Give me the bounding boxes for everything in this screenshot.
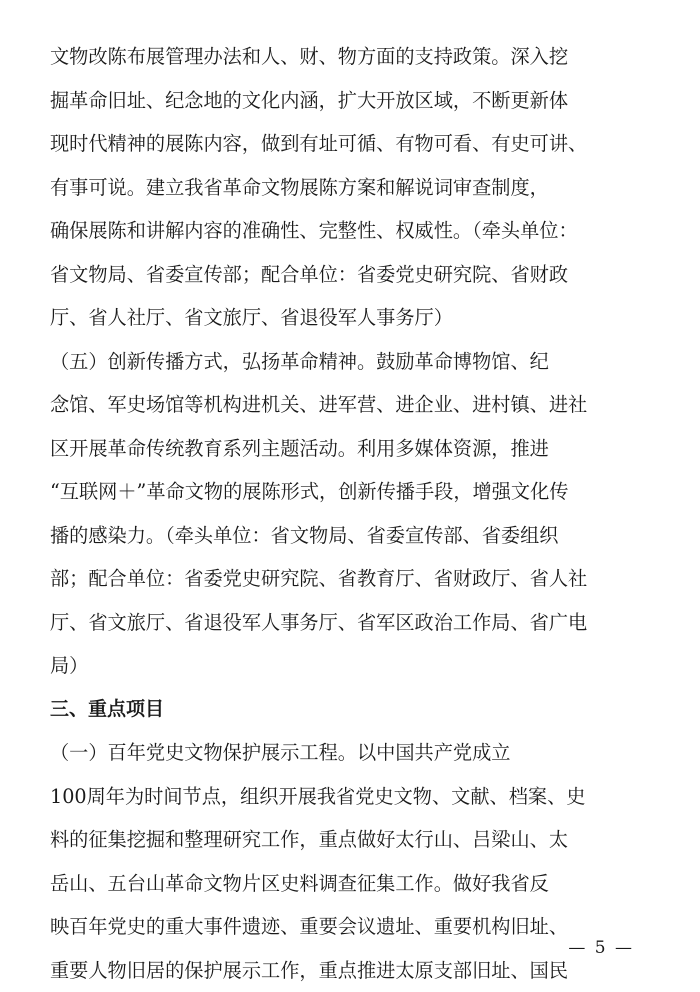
text-line: 局） — [50, 644, 656, 688]
text-line: 厅、省文旅厅、省退役军人事务厅、省军区政治工作局、省广电 — [50, 601, 656, 645]
text-line: 有事可说。建立我省革命文物展陈方案和解说词审查制度， — [50, 166, 656, 210]
text-line: “互联网＋”革命文物的展陈形式，创新传播手段，增强文化传 — [50, 470, 656, 514]
paragraph-2 — [50, 340, 656, 688]
text-line: 念馆、军史场馆等机构进机关、进军营、进企业、进村镇、进社 — [50, 383, 656, 427]
text-line: 省文物局、省委宣传部；配合单位：省委党史研究院、省财政 — [50, 253, 656, 297]
text-line: 播的感染力。（牵头单位：省文物局、省委宣传部、省委组织 — [50, 514, 656, 558]
page-number: — 5 — — [568, 938, 634, 958]
text-line: 重要人物旧居的保护展示工作，重点推进太原支部旧址、国民 — [50, 949, 656, 992]
section-heading: 三、重点项目 — [50, 688, 656, 732]
text-line: 厅、省人社厅、省文旅厅、省退役军人事务厅） — [50, 296, 656, 340]
text-line: 映百年党史的重大事件遗迹、重要会议遗址、重要机构旧址、 — [50, 905, 656, 949]
text-line: 100周年为时间节点，组织开展我省党史文物、文献、档案、史 — [50, 775, 656, 819]
paragraph-1 — [50, 35, 656, 340]
text-line: 文物改陈布展管理办法和人、财、物方面的支持政策。深入挖 — [50, 35, 656, 79]
body-text — [50, 35, 656, 992]
text-line: 掘革命旧址、纪念地的文化内涵，扩大开放区域，不断更新体 — [50, 79, 656, 123]
text-line: 料的征集挖掘和整理研究工作，重点做好太行山、吕梁山、太 — [50, 818, 656, 862]
text-line: 现时代精神的展陈内容，做到有址可循、有物可看、有史可讲、 — [50, 122, 656, 166]
text-line: 区开展革命传统教育系列主题活动。利用多媒体资源，推进 — [50, 427, 656, 471]
text-line: 岳山、五台山革命文物片区史料调查征集工作。做好我省反 — [50, 862, 656, 906]
text-line: （五）创新传播方式，弘扬革命精神。鼓励革命博物馆、纪 — [50, 340, 656, 384]
text-line: 部；配合单位：省委党史研究院、省教育厅、省财政厅、省人社 — [50, 557, 656, 601]
text-line: （一）百年党史文物保护展示工程。以中国共产党成立 — [50, 731, 656, 775]
text-line: 确保展陈和讲解内容的准确性、完整性、权威性。（牵头单位： — [50, 209, 656, 253]
paragraph-3 — [50, 731, 656, 992]
